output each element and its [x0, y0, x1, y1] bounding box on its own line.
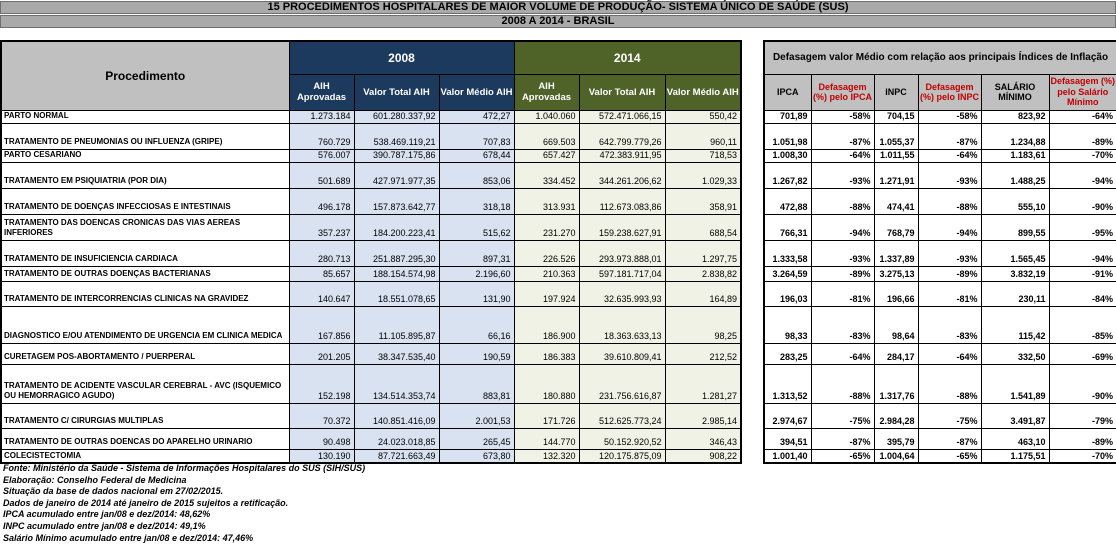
cell-valor-medio-2014: 98,25 — [665, 306, 741, 343]
cell-defasagem-inpc: -75% — [918, 403, 981, 428]
cell-inpc: 2.984,28 — [874, 403, 918, 428]
cell-valor-medio-2008: 883,81 — [439, 364, 514, 403]
table-row — [764, 403, 1116, 428]
cell-aih-2014: 186.900 — [514, 306, 579, 343]
cell-salario-minimo: 899,55 — [981, 214, 1049, 240]
cell-valor-medio-2014: 1.281,27 — [665, 364, 741, 403]
cell-aih-2014: 132.320 — [514, 449, 579, 463]
table-row — [1, 403, 741, 428]
cell-valor-medio-2014: 212,52 — [665, 343, 741, 364]
cell-defasagem-ipca: -58% — [811, 110, 874, 123]
cell-valor-medio-2008: 190,59 — [439, 343, 514, 364]
cell-aih-2008: 167.856 — [289, 306, 354, 343]
cell-valor-total-2014: 159.238.627,91 — [579, 214, 665, 240]
cell-defasagem-salario: -64% — [1049, 110, 1116, 123]
cell-defasagem-salario: -70% — [1049, 149, 1116, 162]
cell-inpc: 474,41 — [874, 188, 918, 214]
cell-valor-medio-2008: 2.001,53 — [439, 403, 514, 428]
cell-valor-medio-2008: 66,16 — [439, 306, 514, 343]
cell-valor-total-2014: 642.799.779,26 — [579, 123, 665, 149]
inpc-header: INPC — [874, 74, 918, 110]
cell-valor-total-2014: 472.383.911,95 — [579, 149, 665, 162]
cell-ipca: 472,88 — [764, 188, 811, 214]
aih-aprovadas-2014-header: AIH Aprovadas — [514, 74, 579, 110]
cell-valor-total-2014: 512.625.773,24 — [579, 403, 665, 428]
valor-medio-2014-header: Valor Médio AIH — [665, 74, 741, 110]
cell-valor-medio-2014: 550,42 — [665, 110, 741, 123]
cell-ipca: 1.333,58 — [764, 240, 811, 266]
procedures-table — [0, 40, 742, 464]
cell-valor-medio-2014: 346,43 — [665, 428, 741, 449]
cell-inpc: 1.055,37 — [874, 123, 918, 149]
cell-inpc: 284,17 — [874, 343, 918, 364]
table-row — [764, 364, 1116, 403]
cell-salario-minimo: 115,42 — [981, 306, 1049, 343]
footnote-ipca: IPCA acumulado entre jan/08 e dez/2014: 48,62% — [3, 509, 211, 520]
table-row — [764, 110, 1116, 123]
cell-valor-medio-2014: 718,53 — [665, 149, 741, 162]
cell-valor-total-2014: 50.152.920,52 — [579, 428, 665, 449]
cell-aih-2014: 144.770 — [514, 428, 579, 449]
cell-aih-2014: 1.040.060 — [514, 110, 579, 123]
cell-defasagem-ipca: -88% — [811, 188, 874, 214]
cell-aih-2008: 576.007 — [289, 149, 354, 162]
cell-inpc: 1.317,76 — [874, 364, 918, 403]
cell-valor-medio-2014: 2.985,14 — [665, 403, 741, 428]
cell-salario-minimo: 823,92 — [981, 110, 1049, 123]
cell-valor-total-2014: 231.756.616,87 — [579, 364, 665, 403]
cell-salario-minimo: 332,50 — [981, 343, 1049, 364]
cell-ipca: 766,31 — [764, 214, 811, 240]
cell-defasagem-salario: -89% — [1049, 428, 1116, 449]
cell-defasagem-ipca: -81% — [811, 281, 874, 306]
footnote-inpc: INPC acumulado entre jan/08 e dez/2014: 49,1% — [3, 520, 206, 531]
cell-valor-total-2014: 597.181.717,04 — [579, 266, 665, 281]
cell-valor-medio-2014: 358,91 — [665, 188, 741, 214]
cell-defasagem-inpc: -88% — [918, 188, 981, 214]
cell-defasagem-inpc: -87% — [918, 123, 981, 149]
table-row — [1, 188, 741, 214]
cell-salario-minimo: 463,10 — [981, 428, 1049, 449]
procedure-name: TRATAMENTO DE OUTRAS DOENCAS DO APARELHO URINARIO — [1, 428, 289, 449]
cell-defasagem-inpc: -65% — [918, 449, 981, 463]
procedure-name: TRATAMENTO DAS DOENCAS CRONICAS DAS VIAS AEREAS INFERIORES — [1, 214, 289, 240]
cell-defasagem-inpc: -64% — [918, 149, 981, 162]
cell-aih-2008: 70.372 — [289, 403, 354, 428]
cell-defasagem-inpc: -93% — [918, 240, 981, 266]
cell-valor-total-2014: 120.175.875,09 — [579, 449, 665, 463]
cell-valor-total-2008: 24.023.018,85 — [354, 428, 439, 449]
valor-total-2008-header: Valor Total AIH — [354, 74, 439, 110]
cell-valor-medio-2014: 908,22 — [665, 449, 741, 463]
cell-defasagem-ipca: -94% — [811, 214, 874, 240]
table-row — [764, 281, 1116, 306]
cell-defasagem-inpc: -58% — [918, 110, 981, 123]
cell-defasagem-ipca: -93% — [811, 240, 874, 266]
table-row — [1, 343, 741, 364]
cell-valor-total-2008: 140.851.416,09 — [354, 403, 439, 428]
cell-ipca: 196,03 — [764, 281, 811, 306]
cell-valor-medio-2014: 1.297,75 — [665, 240, 741, 266]
cell-valor-medio-2008: 853,06 — [439, 162, 514, 188]
table-row — [764, 188, 1116, 214]
cell-salario-minimo: 1.565,45 — [981, 240, 1049, 266]
cell-defasagem-salario: -84% — [1049, 281, 1116, 306]
cell-valor-total-2014: 32.635.993,93 — [579, 281, 665, 306]
cell-aih-2008: 201.205 — [289, 343, 354, 364]
cell-aih-2008: 501.689 — [289, 162, 354, 188]
table-row — [1, 281, 741, 306]
cell-inpc: 196,66 — [874, 281, 918, 306]
cell-salario-minimo: 3.491,87 — [981, 403, 1049, 428]
cell-ipca: 701,89 — [764, 110, 811, 123]
cell-defasagem-salario: -70% — [1049, 449, 1116, 463]
cell-valor-total-2014: 572.471.066,15 — [579, 110, 665, 123]
cell-valor-total-2008: 184.200.223,41 — [354, 214, 439, 240]
cell-valor-medio-2008: 897,31 — [439, 240, 514, 266]
cell-aih-2014: 226.526 — [514, 240, 579, 266]
cell-salario-minimo: 555,10 — [981, 188, 1049, 214]
ipca-header: IPCA — [764, 74, 811, 110]
cell-inpc: 1.011,55 — [874, 149, 918, 162]
cell-aih-2008: 496.178 — [289, 188, 354, 214]
cell-valor-total-2008: 188.154.574,98 — [354, 266, 439, 281]
table-row — [1, 266, 741, 281]
cell-aih-2014: 231.270 — [514, 214, 579, 240]
cell-valor-total-2014: 39.610.809,41 — [579, 343, 665, 364]
cell-ipca: 283,25 — [764, 343, 811, 364]
cell-inpc: 98,64 — [874, 306, 918, 343]
cell-valor-total-2008: 251.887.295,30 — [354, 240, 439, 266]
valor-total-2014-header: Valor Total AIH — [579, 74, 665, 110]
cell-aih-2008: 90.498 — [289, 428, 354, 449]
footnote-elaboracao: Elaboração: Conselho Federal de Medicina — [3, 474, 187, 485]
cell-aih-2008: 85.657 — [289, 266, 354, 281]
table-row — [1, 149, 741, 162]
cell-defasagem-inpc: -94% — [918, 214, 981, 240]
cell-valor-medio-2008: 472,27 — [439, 110, 514, 123]
cell-aih-2008: 152.198 — [289, 364, 354, 403]
table-row — [1, 449, 741, 463]
cell-aih-2014: 669.503 — [514, 123, 579, 149]
footnote-fonte: Fonte: Ministério da Saúde - Sistema de Informações Hospitalares do SUS (SIH/SUS) — [3, 463, 366, 473]
cell-valor-medio-2008: 515,62 — [439, 214, 514, 240]
cell-valor-total-2008: 87.721.663,49 — [354, 449, 439, 463]
procedure-name: TRATAMENTO C/ CIRURGIAS MULTIPLAS — [1, 403, 289, 428]
cell-valor-medio-2008: 131,90 — [439, 281, 514, 306]
cell-aih-2008: 140.647 — [289, 281, 354, 306]
defasagem-ipca-header: Defasagem (%) pelo IPCA — [811, 74, 874, 110]
table-row — [1, 123, 741, 149]
procedure-name: PARTO CESARIANO — [1, 149, 289, 162]
cell-salario-minimo: 1.183,61 — [981, 149, 1049, 162]
cell-valor-total-2008: 38.347.535,40 — [354, 343, 439, 364]
table-row — [1, 428, 741, 449]
cell-inpc: 3.275,13 — [874, 266, 918, 281]
cell-valor-total-2008: 601.280.337,92 — [354, 110, 439, 123]
cell-valor-medio-2014: 688,54 — [665, 214, 741, 240]
footnotes — [3, 463, 365, 544]
cell-defasagem-ipca: -75% — [811, 403, 874, 428]
valor-medio-2008-header: Valor Médio AIH — [439, 74, 514, 110]
inflation-lag-table — [763, 40, 1116, 464]
cell-defasagem-ipca: -88% — [811, 364, 874, 403]
cell-defasagem-ipca: -65% — [811, 449, 874, 463]
report-title: 15 PROCEDIMENTOS HOSPITALARES DE MAIOR VOLUME DE PRODUÇÃO- SISTEMA ÚNICO DE SAÚDE (SUS) — [0, 1, 1116, 14]
cell-defasagem-ipca: -89% — [811, 266, 874, 281]
cell-valor-total-2008: 11.105.895,87 — [354, 306, 439, 343]
cell-aih-2014: 657.427 — [514, 149, 579, 162]
cell-defasagem-inpc: -64% — [918, 343, 981, 364]
year-2014-header: 2014 — [514, 41, 741, 74]
table-row — [764, 149, 1116, 162]
cell-valor-total-2008: 157.873.642,77 — [354, 188, 439, 214]
procedure-name: TRATAMENTO DE OUTRAS DOENÇAS BACTERIANAS — [1, 266, 289, 281]
cell-aih-2014: 186.383 — [514, 343, 579, 364]
inflation-table-title: Defasagem valor Médio com relação aos principais Índices de Inflação — [764, 41, 1116, 74]
aih-aprovadas-2008-header: AIH Aprovadas — [289, 74, 354, 110]
table-row — [1, 240, 741, 266]
cell-ipca: 394,51 — [764, 428, 811, 449]
procedure-name: TRATAMENTO DE ACIDENTE VASCULAR CEREBRAL - AVC (ISQUEMICO OU HEMORRAGICO AGUDO) — [1, 364, 289, 403]
cell-defasagem-inpc: -88% — [918, 364, 981, 403]
procedure-name: TRATAMENTO DE INSUFICIENCIA CARDIACA — [1, 240, 289, 266]
cell-ipca: 98,33 — [764, 306, 811, 343]
footnote-situacao: Situação da base de dados nacional em 27/02/2015. — [3, 486, 224, 497]
cell-valor-medio-2008: 265,45 — [439, 428, 514, 449]
cell-ipca: 1.008,30 — [764, 149, 811, 162]
cell-aih-2008: 130.190 — [289, 449, 354, 463]
cell-defasagem-ipca: -64% — [811, 343, 874, 364]
cell-inpc: 1.004,64 — [874, 449, 918, 463]
cell-valor-total-2008: 134.514.353,74 — [354, 364, 439, 403]
cell-valor-total-2008: 390.787.175,86 — [354, 149, 439, 162]
defasagem-salario-header: Defasagem (%) pelo Salário Mínimo — [1049, 74, 1116, 110]
cell-salario-minimo: 1.488,25 — [981, 162, 1049, 188]
cell-aih-2014: 197.924 — [514, 281, 579, 306]
table-row — [764, 214, 1116, 240]
cell-valor-medio-2014: 164,89 — [665, 281, 741, 306]
cell-defasagem-salario: -95% — [1049, 214, 1116, 240]
cell-inpc: 395,79 — [874, 428, 918, 449]
cell-defasagem-inpc: -87% — [918, 428, 981, 449]
cell-valor-medio-2008: 318,18 — [439, 188, 514, 214]
cell-valor-total-2014: 344.261.206,62 — [579, 162, 665, 188]
cell-defasagem-salario: -94% — [1049, 240, 1116, 266]
table-row — [764, 449, 1116, 463]
cell-defasagem-ipca: -93% — [811, 162, 874, 188]
footnote-dados: Dados de janeiro de 2014 até janeiro de 2015 sujeitos a retificação. — [3, 497, 289, 508]
procedure-column-header: Procedimento — [1, 41, 289, 110]
cell-ipca: 1.267,82 — [764, 162, 811, 188]
cell-salario-minimo: 1.541,89 — [981, 364, 1049, 403]
cell-defasagem-ipca: -64% — [811, 149, 874, 162]
year-2008-header: 2008 — [289, 41, 514, 74]
table-row — [764, 240, 1116, 266]
table-row — [1, 306, 741, 343]
cell-valor-total-2008: 427.971.977,35 — [354, 162, 439, 188]
table-row — [764, 343, 1116, 364]
cell-inpc: 768,79 — [874, 214, 918, 240]
cell-salario-minimo: 1.234,88 — [981, 123, 1049, 149]
procedure-name: TRATAMENTO DE INTERCORRENCIAS CLINICAS NA GRAVIDEZ — [1, 281, 289, 306]
cell-salario-minimo: 1.175,51 — [981, 449, 1049, 463]
cell-valor-medio-2014: 960,11 — [665, 123, 741, 149]
cell-aih-2008: 1.273.184 — [289, 110, 354, 123]
table-row — [764, 306, 1116, 343]
cell-inpc: 1.271,91 — [874, 162, 918, 188]
cell-valor-total-2008: 538.469.119,21 — [354, 123, 439, 149]
cell-defasagem-ipca: -87% — [811, 428, 874, 449]
table-row — [764, 266, 1116, 281]
procedure-name: COLECISTECTOMIA — [1, 449, 289, 463]
cell-valor-total-2014: 293.973.888,01 — [579, 240, 665, 266]
cell-ipca: 3.264,59 — [764, 266, 811, 281]
cell-aih-2014: 210.363 — [514, 266, 579, 281]
cell-ipca: 1.051,98 — [764, 123, 811, 149]
cell-defasagem-inpc: -83% — [918, 306, 981, 343]
report-subtitle: 2008 A 2014 - BRASIL — [0, 15, 1116, 28]
cell-ipca: 1.313,52 — [764, 364, 811, 403]
defasagem-inpc-header: Defasagem (%) pelo INPC — [918, 74, 981, 110]
procedure-name: DIAGNOSTICO E/OU ATENDIMENTO DE URGENCIA EM CLINICA MEDICA — [1, 306, 289, 343]
salario-minimo-header: SALÁRIO MÍNIMO — [981, 74, 1049, 110]
table-row — [764, 162, 1116, 188]
cell-aih-2008: 760.729 — [289, 123, 354, 149]
table-row — [1, 162, 741, 188]
cell-valor-medio-2014: 1.029,33 — [665, 162, 741, 188]
cell-salario-minimo: 230,11 — [981, 281, 1049, 306]
cell-inpc: 1.337,89 — [874, 240, 918, 266]
cell-aih-2008: 357.237 — [289, 214, 354, 240]
procedure-name: PARTO NORMAL — [1, 110, 289, 123]
cell-defasagem-salario: -89% — [1049, 123, 1116, 149]
cell-valor-total-2008: 18.551.078,65 — [354, 281, 439, 306]
cell-valor-medio-2008: 678,44 — [439, 149, 514, 162]
cell-defasagem-salario: -90% — [1049, 364, 1116, 403]
procedure-name: CURETAGEM POS-ABORTAMENTO / PUERPERAL — [1, 343, 289, 364]
cell-valor-total-2014: 18.363.633,13 — [579, 306, 665, 343]
cell-defasagem-salario: -79% — [1049, 403, 1116, 428]
cell-defasagem-salario: -85% — [1049, 306, 1116, 343]
cell-aih-2014: 180.880 — [514, 364, 579, 403]
cell-defasagem-inpc: -89% — [918, 266, 981, 281]
table-row — [764, 428, 1116, 449]
cell-defasagem-ipca: -87% — [811, 123, 874, 149]
cell-valor-medio-2008: 673,80 — [439, 449, 514, 463]
cell-defasagem-salario: -90% — [1049, 188, 1116, 214]
table-row — [1, 364, 741, 403]
cell-inpc: 704,15 — [874, 110, 918, 123]
table-row — [1, 214, 741, 240]
cell-valor-medio-2008: 707,83 — [439, 123, 514, 149]
cell-defasagem-inpc: -81% — [918, 281, 981, 306]
cell-salario-minimo: 3.832,19 — [981, 266, 1049, 281]
procedure-name: TRATAMENTO EM PSIQUIATRIA (POR DIA) — [1, 162, 289, 188]
cell-aih-2008: 280.713 — [289, 240, 354, 266]
cell-ipca: 1.001,40 — [764, 449, 811, 463]
footnote-salario: Salário Mínimo acumulado entre jan/08 e dez/2014: 47,46% — [3, 532, 254, 543]
cell-defasagem-ipca: -83% — [811, 306, 874, 343]
cell-aih-2014: 313.931 — [514, 188, 579, 214]
cell-valor-medio-2008: 2.196,60 — [439, 266, 514, 281]
cell-defasagem-inpc: -93% — [918, 162, 981, 188]
table-row — [1, 110, 741, 123]
cell-valor-medio-2014: 2.838,82 — [665, 266, 741, 281]
cell-aih-2014: 171.726 — [514, 403, 579, 428]
procedure-name: TRATAMENTO DE DOENÇAS INFECCIOSAS E INTESTINAIS — [1, 188, 289, 214]
procedure-name: TRATAMENTO DE PNEUMONIAS OU INFLUENZA (GRIPE) — [1, 123, 289, 149]
cell-defasagem-salario: -91% — [1049, 266, 1116, 281]
cell-aih-2014: 334.452 — [514, 162, 579, 188]
cell-defasagem-salario: -94% — [1049, 162, 1116, 188]
table-row — [764, 123, 1116, 149]
cell-valor-total-2014: 112.673.083,86 — [579, 188, 665, 214]
cell-ipca: 2.974,67 — [764, 403, 811, 428]
cell-defasagem-salario: -69% — [1049, 343, 1116, 364]
